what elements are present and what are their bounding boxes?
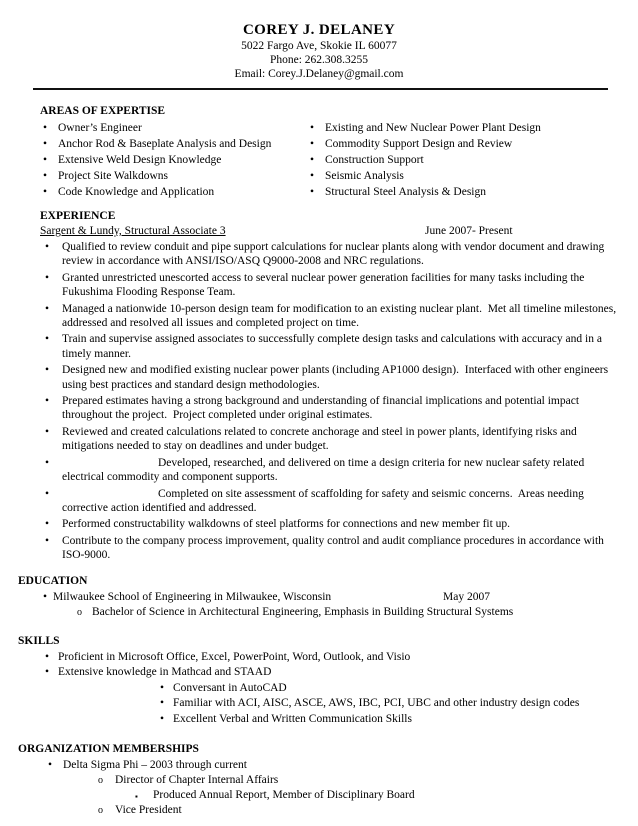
skills-heading: SKILLS [18, 634, 60, 647]
experience-bullet: • Contribute to the company process improvement, quality control and audit compliance procedures in accordance with ISO-9000. [40, 534, 618, 563]
organization-role-title: Director of Chapter Internal Affairs [115, 773, 279, 786]
experience-bullet: • Managed a nationwide 10-person design team for modification to an existing nuclear plant. Met all timeline milestones, addressed and resolved all issues and completed project on time. [40, 302, 618, 331]
header-divider [33, 88, 608, 90]
section-education [18, 574, 618, 621]
expertise-item: • Structural Steel Analysis & Design [307, 184, 618, 200]
resume-header [0, 0, 638, 81]
expertise-column-right [307, 120, 618, 200]
job-header [40, 224, 618, 239]
expertise-item: • Extensive Weld Design Knowledge [40, 152, 307, 168]
skill-item: • Familiar with ACI, AISC, ASCE, AWS, IBC, PCI, UBC and other industry design codes [18, 696, 618, 712]
section-skills [18, 634, 618, 728]
experience-bullet: • Reviewed and created calculations related to concrete anchorage and steel in power plants, identifying risks and mitigations needed to stay on deadlines and under budget. [40, 425, 618, 454]
expertise-item: • Seismic Analysis [307, 168, 618, 184]
organization-role-detail-text: Produced Annual Report, Member of Disciplinary Board [153, 788, 415, 801]
education-degree: Bachelor of Science in Architectural Engineering, Emphasis in Building Structural Systems [92, 606, 514, 619]
job-title: Sargent & Lundy, Structural Associate 3 [40, 225, 226, 237]
skill-item: • Proficient in Microsoft Office, Excel, PowerPoint, Word, Outlook, and Visio [18, 650, 618, 666]
education-heading: EDUCATION [18, 574, 88, 587]
contact-name: COREY J. DELANEY [242, 22, 396, 38]
expertise-heading: AREAS OF EXPERTISE [40, 105, 166, 117]
organization-role-title: Vice President [115, 804, 182, 817]
skill-item: • Excellent Verbal and Written Communication Skills [18, 712, 618, 728]
experience-bullet: • Granted unrestricted unescorted access to several nuclear power generation facilities for many tasks including the Fukushima Flooding Response Team. [40, 271, 618, 300]
education-degree-line [18, 605, 618, 621]
section-areas-of-expertise [40, 104, 618, 200]
experience-bullet: • Developed, researched, and delivered on time a design criteria for new nuclear safety related electrical commodity and component supports. [40, 456, 618, 485]
organization-role [18, 773, 618, 788]
expertise-item: • Commodity Support Design and Review [307, 136, 618, 152]
organization-name: Delta Sigma Phi – 2003 through current [63, 758, 247, 771]
experience-bullet: • Prepared estimates having a strong background and understanding of financial implications and potential impact throughout the project. Project completed under original estimates. [40, 394, 618, 423]
contact-email: Email: Corey.J.Delaney@gmail.com [234, 68, 404, 80]
organization-role-detail [18, 788, 618, 803]
expertise-item: • Code Knowledge and Application [40, 184, 307, 200]
expertise-columns [40, 120, 618, 200]
expertise-item: • Existing and New Nuclear Power Plant Design [307, 120, 618, 136]
expertise-item: • Owner’s Engineer [40, 120, 307, 136]
experience-bullet: • Train and supervise assigned associates to successfully complete design tasks and calculations with accuracy and in a timely manner. [40, 332, 618, 361]
education-school-line [18, 590, 618, 606]
experience-bullet: • Completed on site assessment of scaffolding for safety and seismic concerns. Areas needing corrective action identified and addressed. [40, 487, 618, 516]
skill-item: • Extensive knowledge in Mathcad and STAAD [18, 665, 618, 681]
organization-role [18, 803, 618, 818]
job-dates: June 2007- Present [425, 225, 513, 237]
experience-bullet: • Designed new and modified existing nuclear power plants (including AP1000 design). Interfaced with other engineers using best practices and standard design methodologies. [40, 363, 618, 392]
experience-heading: EXPERIENCE [40, 210, 116, 222]
experience-bullet: • Qualified to review conduit and pipe support calculations for nuclear plants along with vendor document and drawing review in accordance with ANSI/ISO/ASQ Q9000-2008 and NRC regulations. [40, 240, 618, 269]
education-school: Milwaukee School of Engineering in Milwaukee, Wisconsin [53, 590, 332, 603]
organization-item [18, 758, 618, 773]
organizations-heading: ORGANIZATION MEMBERSHIPS [18, 742, 199, 755]
expertise-item: • Project Site Walkdowns [40, 168, 307, 184]
experience-bullet: • Performed constructability walkdowns of steel platforms for connections and new member fit up. [40, 517, 618, 531]
section-experience [40, 209, 618, 563]
expertise-column-left [40, 120, 307, 200]
skill-item: • Conversant in AutoCAD [18, 681, 618, 697]
contact-phone: Phone: 262.308.3255 [269, 54, 369, 66]
expertise-item: • Construction Support [307, 152, 618, 168]
experience-bullet-list [40, 240, 618, 563]
contact-address: 5022 Fargo Ave, Skokie IL 60077 [241, 40, 397, 52]
expertise-item: • Anchor Rod & Baseplate Analysis and Design [40, 136, 307, 152]
education-date: May 2007 [443, 590, 490, 603]
skills-list [18, 650, 618, 728]
section-organization-memberships [18, 742, 618, 819]
